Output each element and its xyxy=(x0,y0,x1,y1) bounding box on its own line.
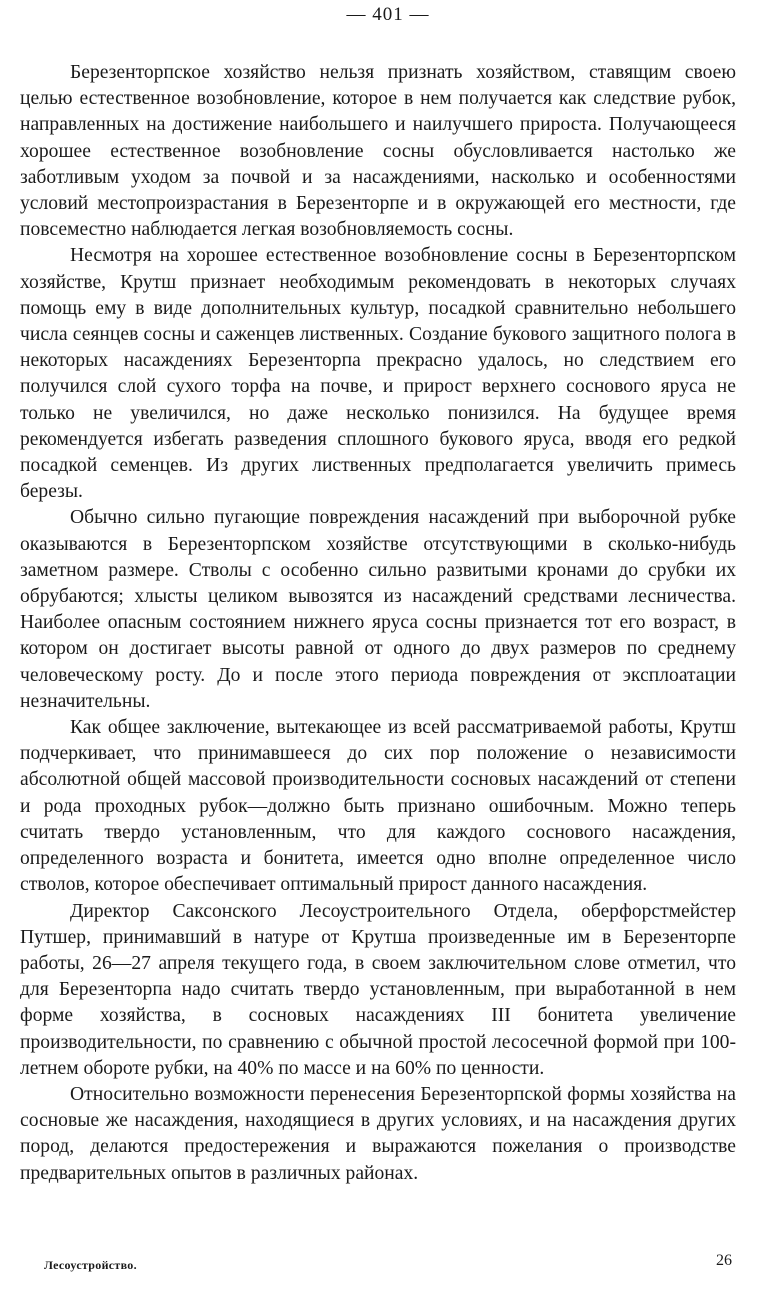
page-number: — 401 — xyxy=(346,4,430,25)
paragraph-1: Березенторпское хозяйство нельзя признать хозяйством, ставящим своею целью естественное возобновление, которое в нем получается как следствие рубок, направленных на достижение наибольшего и наилучшего прироста. Получающееся хорошее естественное возобновление сосны обусловливается настолько же заботливым уходом за почвой и за насаждениями, насколько и особенностями условий местопроизрастания в Березенторпе и в окружающей его местности, где повсеместно наблюдается легкая возобновляемость сосны. xyxy=(20,62,736,241)
paragraph-4: Как общее заключение, вытекающее из всей рассматриваемой работы, Крутш подчеркивает, что принимавшееся до сих пор положение о независимости абсолютной общей массовой производительности сосновых насаждений от степени и рода проходных рубок—должно быть признано ошибочным. Можно теперь считать твердо установленным, что для каждого соснового насаждения, определенного возраста и бонитета, имеется одно вполне определенное число стволов, которое обеспечивает оптимальный прирост данного насаждения. xyxy=(20,717,736,896)
paragraph-3: Обычно сильно пугающие повреждения насаждений при выборочной рубке оказываются в Березенторпском хозяйстве отсутствующими в сколько-нибудь заметном размере. Стволы с особенно сильно развитыми кронами до срубки их обрубаются; хлысты целиком вывозятся из насаждений средствами лесничества. Наиболее опасным состоянием нижнего яруса сосны признается тот его возраст, в котором он достигает высоты равной от одного до двух размеров по среднему человеческому росту. До и после этого периода повреждения от эксплоатации незначительны. xyxy=(20,507,736,712)
footer-journal-title: Лесоустройство. xyxy=(44,1258,137,1272)
paragraph-5: Директор Саксонского Лесоустроительного Отдела, оберфорстмейстер Путшер, принимавший в натуре от Крутша произведенные им в Березенторпе работы, 26—27 апреля текущего года, в своем заключительном слове отметил, что для Березенторпа надо считать твердо установленным, при выработанной в нем форме хозяйства, в сосновых насаждениях III бонитета увеличение производительности, по сравнению с обычной простой лесосечной формой при 100-летнем обороте рубки, на 40% по массе и на 60% по ценности. xyxy=(20,900,736,1079)
footer-signature-mark: 26 xyxy=(716,1252,732,1269)
body-text xyxy=(20,60,736,1187)
paragraph-6: Относительно возможности перенесения Березенторпской формы хозяйства на сосновые же насаждения, находящиеся в других условиях, и на насаждения других пород, делаются предостережения и выражаются пожелания о производстве предварительных опытов в различных районах. xyxy=(20,1083,736,1184)
paragraph-2: Несмотря на хорошее естественное возобновление сосны в Березенторпском хозяйстве, Крутш признает необходимым рекомендовать в некоторых случаях помощь ему в виде дополнительных культур, посадкой сравнительно небольшего числа сеянцев сосны и саженцев лиственных. Создание букового защитного полога в некоторых насаждениях Березенторпа прекрасно удалось, но следствием его получился слой сухого торфа на почве, и прирост верхнего соснового яруса не только не увеличился, но даже несколько понизился. На будущее время рекомендуется избегать разведения сплошного букового яруса, вводя его редкой посадкой семенцев. Из других лиственных предполагается увеличить примесь березы. xyxy=(20,245,736,503)
